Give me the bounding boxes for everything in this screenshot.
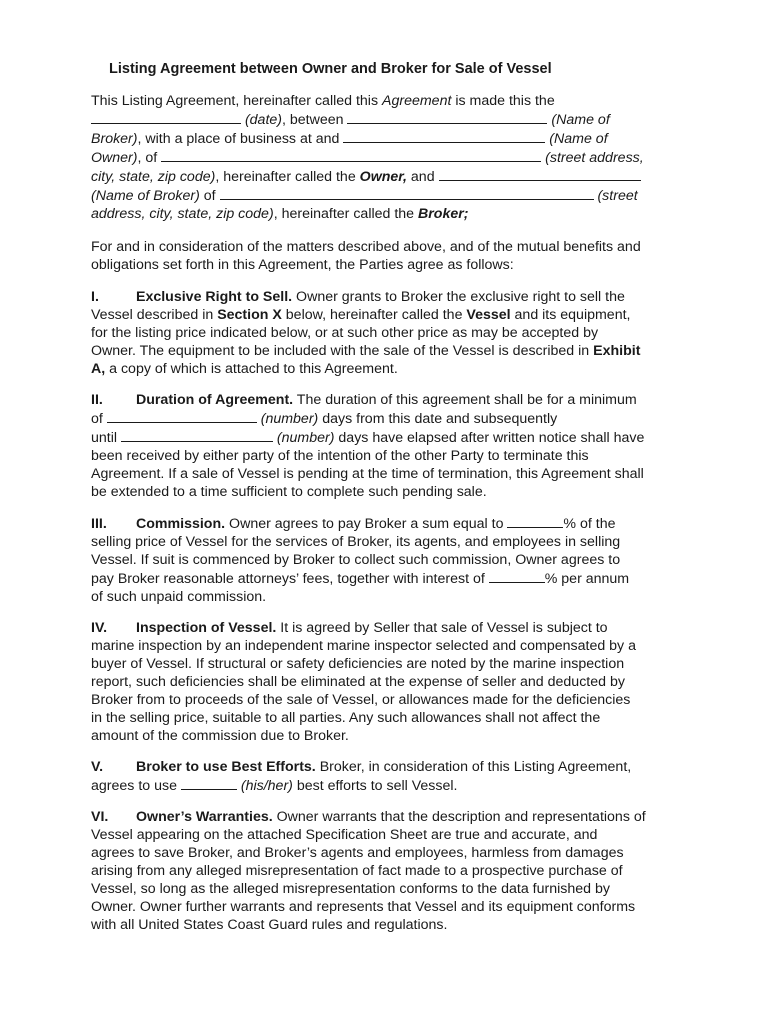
section-number: I. <box>91 289 99 305</box>
intro-line: address, city, state, zip code), hereinafter called the Broker; <box>91 206 469 222</box>
minimum-days-blank <box>107 409 257 423</box>
section-heading: Exclusive Right to Sell. <box>136 289 293 305</box>
section-4: IV. Inspection of Vessel. It is agreed by Seller that sale of Vessel is subject to marine inspection by an independent marine inspector selected and compensated by a buyer of Vessel. If structural or safety deficiencies are noted by the marine inspection report, such deficiencies shall be eliminated at the expense of seller and deducted by Broker from to proceeds of the sale of Vessel, or allowances made for the deficiencies in the selling price, suitable to all parties. Any such allowances shall not affect the amount of the commission due to Broker. <box>91 620 636 744</box>
section-number: IV. <box>91 620 108 636</box>
section-heading: Inspection of Vessel. <box>136 620 277 636</box>
interest-percent-blank <box>489 569 545 583</box>
intro-line: Broker), with a place of business at and (Name of <box>91 131 608 147</box>
broker-name-blank-2 <box>439 167 641 181</box>
section-3: III. Commission. Owner agrees to pay Broker a sum equal to % of the selling price of Vessel for the services of Broker, its agents, and employees in selling Vessel. If suit is commenced by Broker to collect such commission, Owner agrees to pay Broker reasonable attorneys’ fees, together with interest of % per annum of such unpaid commission. <box>91 516 630 605</box>
intro-line: (date), between (Name of <box>91 112 610 128</box>
intro-line: This Listing Agreement, hereinafter called this Agreement is made this the <box>91 93 555 109</box>
section-2: II. Duration of Agreement. The duration of this agreement shall be for a minimum of (number) days from this date and subsequently until (number) days have elapsed after written notice shall have been received by either party of the intention of the other Party to terminate this Agreement. If a sale of Vessel is pending at the time of termination, this Agreement shall be extended to a time sufficient to complete such pending sale. <box>91 392 645 500</box>
notice-days-blank <box>121 428 273 442</box>
date-blank <box>91 110 241 124</box>
section-6: VI. Owner’s Warranties. Owner warrants that the description and representations of Vessel appearing on the attached Specification Sheet are true and accurate, and agrees to save Broker, and Broker’s agents and employees, harmless from damages arising from any alleged misrepresentation of fact made to a prospective purchase of Vessel, so long as the alleged misrepresentation conforms to the data furnished by Owner. Owner further warrants and represents that Vessel and its equipment conforms with all United States Coast Guard rules and regulations. <box>91 809 646 933</box>
section-number: V. <box>91 759 104 775</box>
section-heading: Broker to use Best Efforts. <box>136 759 316 775</box>
broker-address-blank <box>220 186 594 200</box>
section-number: VI. <box>91 809 109 825</box>
document-body <box>91 59 681 945</box>
intro-line: (Name of Broker) of (street <box>91 188 638 204</box>
owner-address-blank <box>161 148 541 162</box>
intro-paragraph <box>91 92 681 223</box>
document-title: Listing Agreement between Owner and Broker for Sale of Vessel <box>109 61 552 77</box>
pronoun-blank <box>181 776 237 790</box>
intro-line: city, state, zip code), hereinafter called the Owner, and <box>91 169 641 185</box>
broker-name-blank <box>347 110 547 124</box>
owner-name-blank <box>343 129 545 143</box>
intro-line: Owner), of (street address, <box>91 150 644 166</box>
consideration-paragraph: For and in consideration of the matters described above, and of the mutual benefits and obligations set forth in this Agreement, the Parties agree as follows: <box>91 239 641 273</box>
section-5: V. Broker to use Best Efforts. Broker, in consideration of this Listing Agreement, agrees to use (his/her) best efforts to sell Vessel. <box>91 759 632 794</box>
section-heading: Commission. <box>136 516 226 532</box>
section-1: I. Exclusive Right to Sell. Owner grants to Broker the exclusive right to sell the Vessel described in Section X below, hereinafter called the Vessel and its equipment, for the listing price indicated below, or at such other price as may be accepted by Owner. The equipment to be included with the sale of the Vessel is described in Exhibit A, a copy of which is attached to this Agreement. <box>91 289 641 377</box>
section-heading: Duration of Agreement. <box>136 392 294 408</box>
section-number: II. <box>91 392 103 408</box>
section-heading: Owner’s Warranties. <box>136 809 273 825</box>
commission-percent-blank <box>507 514 563 528</box>
section-number: III. <box>91 516 107 532</box>
